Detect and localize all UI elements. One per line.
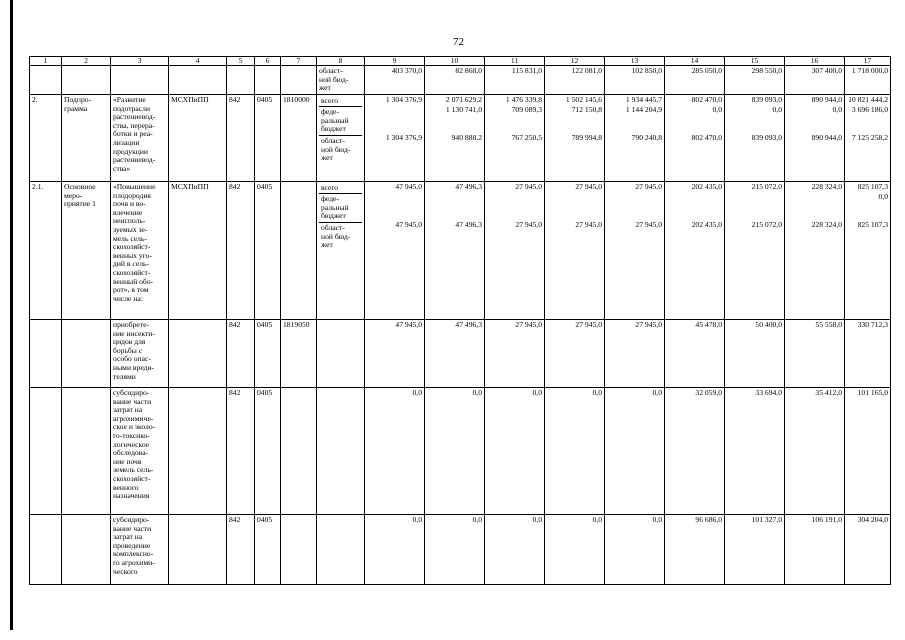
csr-code: 1819050 <box>281 320 317 388</box>
header-cell: 1 <box>30 57 62 66</box>
value-cell: 96 686,0 <box>665 515 725 585</box>
header-cell: 17 <box>845 57 891 66</box>
header-cell: 12 <box>545 57 605 66</box>
grbs-code: 842 <box>227 320 255 388</box>
table-row <box>30 515 891 585</box>
value-cell: 2 071 629,2 1 130 741,0 940 888,2 <box>425 95 485 182</box>
value-cell: 307 400,0 <box>785 66 845 95</box>
header-cell: 6 <box>255 57 281 66</box>
value-cell: 0,0 <box>545 388 605 515</box>
header-cell: 16 <box>785 57 845 66</box>
value-cell: 0,0 <box>545 515 605 585</box>
column-number-header <box>30 57 891 66</box>
table-row <box>30 388 891 515</box>
value-cell: 27 945,0 <box>485 320 545 388</box>
value-cell: 1 718 000,0 <box>845 66 891 95</box>
value-cell: 47 496,3 47 496,3 <box>425 182 485 320</box>
value-cell: 0,0 <box>605 388 665 515</box>
row-name: «Развитие подотрасли растениевод- ства, перера- ботки и реа- лизации продукции растениевод- ства» <box>111 95 169 182</box>
table-row <box>30 320 891 388</box>
row-name: «Повышение плодородия почв и во- влечение неисполь- зуемых зе- мель сель- скохозяйст- венных уго- дий в сель- скохозяйст- венный обо- рот», в том числе на: <box>111 182 169 320</box>
value-cell: 27 945,0 27 945,0 <box>485 182 545 320</box>
header-cell: 5 <box>227 57 255 66</box>
executor: МСХПиПП <box>169 95 227 182</box>
source-total: всего <box>319 96 362 107</box>
funding-source: област- ной бюд- жет <box>317 66 365 95</box>
value-cell: 101 327,0 <box>725 515 785 585</box>
source-total: всего <box>319 183 362 194</box>
value-cell: 101 165,0 <box>845 388 891 515</box>
table-row <box>30 95 891 182</box>
value-cell: 45 478,0 <box>665 320 725 388</box>
value-cell: 35 412,0 <box>785 388 845 515</box>
value-cell: 50 400,0 <box>725 320 785 388</box>
funding-sources <box>317 95 365 182</box>
value-cell: 839 093,0 0,0 839 093,0 <box>725 95 785 182</box>
value-cell: 0,0 <box>425 388 485 515</box>
value-cell: 890 944,0 0,0 890 944,0 <box>785 95 845 182</box>
rzpr-code: 0405 <box>255 388 281 515</box>
value-cell: 47 945,0 47 945,0 <box>365 182 425 320</box>
value-cell: 27 945,0 <box>605 320 665 388</box>
value-cell: 33 694,0 <box>725 388 785 515</box>
csr-code <box>281 388 317 515</box>
value-cell: 106 191,0 <box>785 515 845 585</box>
header-cell: 2 <box>62 57 111 66</box>
table-row <box>30 182 891 320</box>
value-cell: 115 831,0 <box>485 66 545 95</box>
row-number: 2.1. <box>30 182 62 320</box>
csr-code <box>281 515 317 585</box>
header-cell: 9 <box>365 57 425 66</box>
value-cell: 304 204,0 <box>845 515 891 585</box>
value-cell: 215 072,0 215 072,0 <box>725 182 785 320</box>
grbs-code: 842 <box>227 182 255 320</box>
value-cell: 1 304 376,9 1 304 376,9 <box>365 95 425 182</box>
value-cell: 47 496,3 <box>425 320 485 388</box>
value-cell: 285 050,0 <box>665 66 725 95</box>
source-regional: област- ной бюд- жет <box>321 223 351 250</box>
grbs-code: 842 <box>227 388 255 515</box>
header-cell: 4 <box>169 57 227 66</box>
page-binding-edge <box>10 0 13 630</box>
value-cell: 403 370,0 <box>365 66 425 95</box>
value-cell: 0,0 <box>485 515 545 585</box>
header-cell: 13 <box>605 57 665 66</box>
value-cell: 32 059,0 <box>665 388 725 515</box>
row-name: приобрете- ние инсекти- цидов для борьбы с особо опас- ными вреди- телями <box>111 320 169 388</box>
value-cell: 0,0 <box>365 515 425 585</box>
csr-code: 1810000 <box>281 95 317 182</box>
row-name: субсидиро- вание части затрат на агрохимиче- ское и эколо- го-токсико- логическое обследова- ние почв земель сель- скохозяйст- венного назначения <box>111 388 169 515</box>
value-cell: 802 470,0 0,0 802 470,0 <box>665 95 725 182</box>
table-row <box>30 66 891 95</box>
value-cell: 1 934 445,7 1 144 204,9 790 240,8 <box>605 95 665 182</box>
executor: МСХПиПП <box>169 182 227 320</box>
row-number: 2. <box>30 95 62 182</box>
value-cell: 825 107,3 0,0 825 107,3 <box>845 182 891 320</box>
header-cell: 14 <box>665 57 725 66</box>
grbs-code: 842 <box>227 95 255 182</box>
value-cell: 1 502 145,6 712 150,8 789 994,8 <box>545 95 605 182</box>
rzpr-code: 0405 <box>255 515 281 585</box>
value-cell: 0,0 <box>365 388 425 515</box>
rzpr-code: 0405 <box>255 320 281 388</box>
value-cell: 0,0 <box>425 515 485 585</box>
rzpr-code: 0405 <box>255 95 281 182</box>
header-cell: 10 <box>425 57 485 66</box>
budget-table <box>29 56 891 585</box>
value-cell: 202 435,0 202 435,0 <box>665 182 725 320</box>
header-cell: 8 <box>317 57 365 66</box>
value-cell: 298 550,0 <box>725 66 785 95</box>
row-type: Основное меро- приятие 1 <box>62 182 111 320</box>
header-cell: 3 <box>111 57 169 66</box>
source-federal: феде- ральный бюджет <box>319 194 362 223</box>
header-cell: 7 <box>281 57 317 66</box>
value-cell: 27 945,0 <box>545 320 605 388</box>
value-cell: 0,0 <box>605 515 665 585</box>
header-cell: 15 <box>725 57 785 66</box>
value-cell: 55 558,0 <box>785 320 845 388</box>
row-name: субсидиро- вание части затрат на проведение комплексно- го агрохими- ческого <box>111 515 169 585</box>
value-cell: 330 712,3 <box>845 320 891 388</box>
funding-sources <box>317 182 365 320</box>
header-cell: 11 <box>485 57 545 66</box>
value-cell: 27 945,0 27 945,0 <box>545 182 605 320</box>
source-regional: област- ной бюд- жет <box>321 136 351 163</box>
source-federal: феде- ральный бюджет <box>319 107 362 136</box>
page-number: 72 <box>453 36 464 48</box>
value-cell: 122 081,0 <box>545 66 605 95</box>
value-cell: 27 945,0 27 945,0 <box>605 182 665 320</box>
value-cell: 1 476 339,8 709 089,3 767 250,5 <box>485 95 545 182</box>
value-cell: 82 868,0 <box>425 66 485 95</box>
rzpr-code: 0405 <box>255 182 281 320</box>
value-cell: 47 945,0 <box>365 320 425 388</box>
row-type: Подпро- грамма <box>62 95 111 182</box>
value-cell: 10 821 444,2 3 696 186,0 7 125 258,2 <box>845 95 891 182</box>
value-cell: 102 850,0 <box>605 66 665 95</box>
value-cell: 0,0 <box>485 388 545 515</box>
value-cell: 228 324,0 228 324,0 <box>785 182 845 320</box>
grbs-code: 842 <box>227 515 255 585</box>
